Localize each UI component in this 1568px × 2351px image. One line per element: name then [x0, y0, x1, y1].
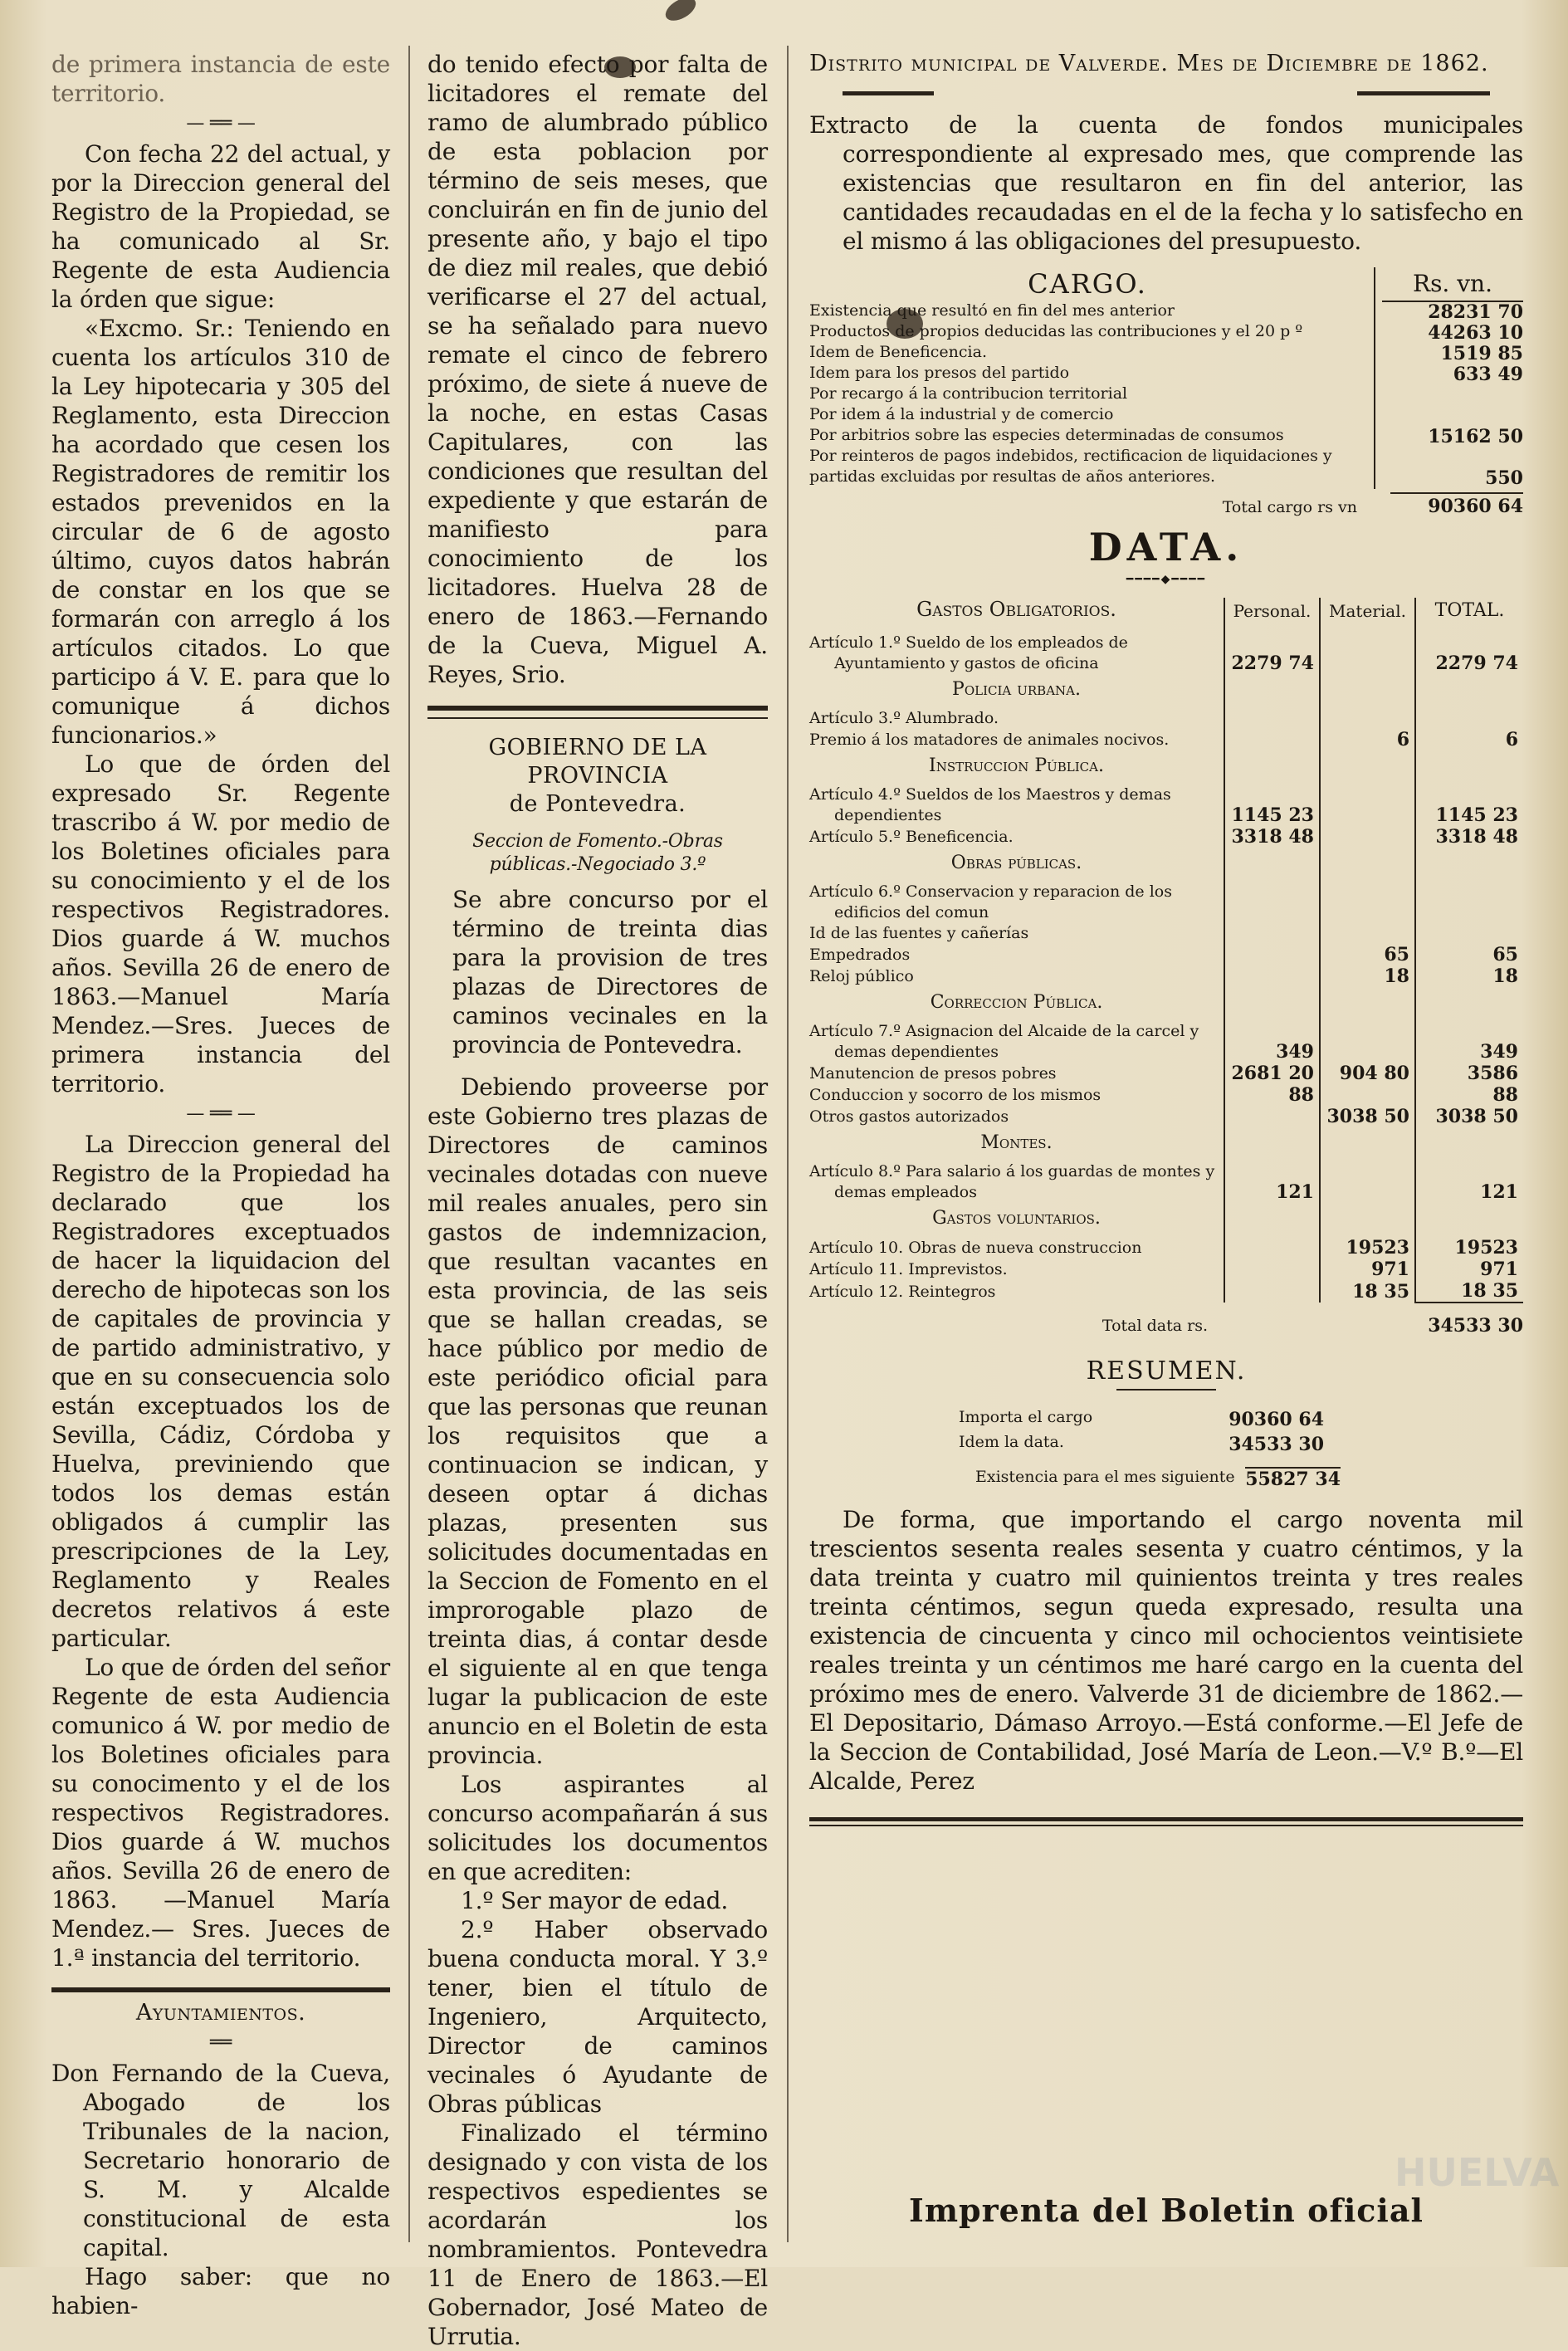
data-row-material — [1320, 1161, 1415, 1203]
data-row-label: Artículo 5.º Beneficencia. — [809, 828, 1014, 846]
data-row-personal: 349 — [1224, 1021, 1320, 1063]
paragraph: Lo que de órden del señor Regente de esta Audiencia comunico á W. por medio de los Boletines oficiales para su conocimento y el de los respectivos Registradores. Dios guarde á W. muchos años. Sevilla 26 de enero de 1863. —Manuel María Mendez.— Sres. Jueces de 1.ª instancia del territorio. — [51, 1654, 390, 1972]
data-row — [809, 944, 1523, 965]
data-row-material — [1320, 1084, 1415, 1106]
data-row — [809, 1063, 1523, 1084]
data-row — [809, 1161, 1523, 1203]
data-header-row — [809, 598, 1523, 633]
data-row — [809, 965, 1523, 987]
paragraph: Se abre concurso por el término de treinta dias para la provision de tres plazas de Directores de caminos vecinales en la provincia de Pontevedra. — [452, 886, 768, 1058]
empty-cell — [1415, 674, 1523, 708]
data-row-label: Artículo 4.º Sueldos de los Maestros y demas dependientes — [809, 785, 1171, 824]
section-heading: Ayuntamientos. — [135, 2000, 306, 2026]
section-subheading: de Pontevedra. — [509, 791, 686, 817]
data-row-personal — [1224, 1237, 1320, 1259]
data-row-personal — [1224, 729, 1320, 750]
resumen-row — [959, 1432, 1324, 1457]
data-row-total: 3586 — [1415, 1063, 1523, 1084]
data-row-personal: 2279 74 — [1224, 633, 1320, 674]
data-row — [809, 1259, 1523, 1280]
data-row-total: 3038 50 — [1415, 1106, 1523, 1127]
data-row-label: Artículo 8.º Para salario á los guardas de montes y demas empleados — [809, 1162, 1215, 1201]
paragraph: de primera instancia de este territorio. — [51, 51, 390, 107]
separator: ══ — [209, 2032, 232, 2053]
cargo-row-amount: 1519 85 — [1440, 343, 1523, 364]
subsection: Seccion de Fomento.-Obras públicas.-Negociado 3.º — [472, 831, 723, 875]
empty-cell — [1224, 848, 1320, 882]
empty-cell — [1224, 674, 1320, 708]
data-row-label: Artículo 1.º Sueldo de los empleados de Ayuntamiento y gastos de oficina — [809, 633, 1128, 672]
paragraph: La Direccion general del Registro de la Propiedad ha declarado que los Registradores exceptuados de hacer la liquidacion del derecho de hipotecas son los de capitales de provincia y de partido administrativo, y que en su consecuencia solo están exceptuados los de Sevilla, Cádiz, Córdoba y Huelva, previniendo que todos los demas están obligados á cumplir las prescripciones de la Ley, Reglamento y Reales decretos relativos á este particular. — [51, 1131, 390, 1652]
data-section-row — [809, 1127, 1523, 1161]
data-row-personal: 3318 48 — [1224, 826, 1320, 848]
data-row-material: 971 — [1320, 1259, 1415, 1280]
existencia-row — [975, 1467, 1341, 1490]
data-row-personal — [1224, 882, 1320, 923]
data-section-label: Correccion Pública. — [930, 992, 1103, 1013]
cargo-row-label: Idem de Beneficencia. — [809, 343, 987, 361]
data-total-label: Total data rs. — [1102, 1317, 1208, 1335]
data-section-row — [809, 674, 1523, 708]
cargo-row-amount — [1382, 385, 1523, 406]
data-row-material — [1320, 882, 1415, 923]
data-row — [809, 1280, 1523, 1303]
data-row-label: Artículo 10. Obras de nueva construccion — [809, 1239, 1142, 1257]
extract-paragraph: Extracto de la cuenta de fondos municipales correspondiente al expresado mes, que comprende las existencias que resultaron en fin del anterior, las cantidades recaudadas en el de la fecha y lo satisfecho en el mismo á las obligaciones del presupuesto. — [809, 111, 1523, 255]
data-row-label: Manutencion de presos pobres — [809, 1064, 1057, 1083]
cargo-rows — [809, 301, 1365, 487]
data-row — [809, 826, 1523, 848]
cargo-total-label: Total cargo rs vn — [1222, 498, 1357, 516]
cargo-row-amount — [1382, 406, 1523, 427]
data-row-personal — [1224, 1280, 1320, 1303]
district-heading: Distrito municipal de Valverde. Mes de Diciembre de 1862. — [809, 51, 1489, 76]
paragraph: Don Fernando de la Cueva, Abogado de los Tribunales de la nacion, Secretario honorario de S. M. y Alcalde constitucional de esta capital. — [51, 2060, 390, 2261]
data-row-total: 971 — [1415, 1259, 1523, 1280]
data-body — [809, 633, 1523, 1303]
empty-cell — [1320, 987, 1415, 1021]
data-row-material — [1320, 1021, 1415, 1063]
existencia-amount: 55827 34 — [1245, 1469, 1341, 1490]
data-row-personal — [1224, 965, 1320, 987]
paragraph: Finalizado el término designado y con vista de los respectivos espedientes se acordarán los nombramientos. Pontevedra 11 de Enero de 1863.—El Gobernador, José Mateo de Urrutia. — [427, 2119, 768, 2350]
data-row-total: 19523 — [1415, 1237, 1523, 1259]
empty-cell — [1224, 987, 1320, 1021]
data-row-total: 18 — [1415, 965, 1523, 987]
column-divider — [787, 46, 789, 2242]
paragraph: Hago saber: que no habien- — [51, 2263, 390, 2319]
empty-cell — [1320, 750, 1415, 784]
col-header-personal: Personal. — [1224, 598, 1320, 633]
data-row-total: 18 35 — [1415, 1280, 1523, 1303]
paragraph: 1.º Ser mayor de edad. — [461, 1887, 729, 1914]
column-2 — [427, 50, 768, 2351]
data-row-personal — [1224, 923, 1320, 944]
ink-stain — [662, 0, 700, 26]
empty-cell — [1415, 1203, 1523, 1237]
data-row-material — [1320, 923, 1415, 944]
data-section-label: Instruccion Pública. — [929, 755, 1104, 776]
data-total: 34533 30 — [1415, 1303, 1523, 1337]
data-row — [809, 923, 1523, 944]
ornament: ━━━━◆━━━━ — [1126, 573, 1207, 586]
data-row-label: Reloj público — [809, 967, 914, 985]
cargo-labels — [809, 267, 1374, 489]
data-row-label: Id de las fuentes y cañerías — [809, 924, 1029, 942]
data-section-row — [809, 1203, 1523, 1237]
data-row-material: 65 — [1320, 944, 1415, 965]
col-header-total: TOTAL. — [1415, 598, 1523, 633]
resumen-amount: 90360 64 — [1229, 1409, 1324, 1430]
data-row-label: Otros gastos autorizados — [809, 1107, 1009, 1126]
data-row-personal: 88 — [1224, 1084, 1320, 1106]
data-total-row — [809, 1303, 1523, 1337]
printer-footer: Imprenta del Boletin oficial — [909, 2192, 1424, 2229]
data-section-label: Policia urbana. — [952, 679, 1081, 700]
data-row — [809, 1021, 1523, 1063]
data-row-material — [1320, 708, 1415, 729]
separator: — ══ — — [186, 1103, 256, 1124]
data-row-total — [1415, 708, 1523, 729]
rule — [1357, 91, 1490, 95]
cargo-row-label: Productos de propios deducidas las contribuciones y el 20 p º — [809, 322, 1303, 340]
cargo-row-amount: 15162 50 — [1428, 426, 1523, 447]
empty-cell — [1320, 848, 1415, 882]
cargo-row-amount — [1382, 447, 1523, 468]
data-row-material: 19523 — [1320, 1237, 1415, 1259]
rule — [1116, 1389, 1216, 1391]
cargo-block — [809, 267, 1523, 489]
empty-cell — [1224, 1127, 1320, 1161]
empty-cell — [1320, 1203, 1415, 1237]
data-row-material — [1320, 784, 1415, 826]
empty-cell — [1415, 848, 1523, 882]
cargo-row-label: Por arbitrios sobre las especies determinadas de consumos — [809, 426, 1284, 444]
cargo-total-row — [809, 492, 1523, 518]
empty-cell — [1224, 750, 1320, 784]
data-row-label: Empedrados — [809, 946, 911, 964]
cargo-row-amount: 633 49 — [1453, 364, 1523, 385]
col-header-material: Material. — [1320, 598, 1415, 633]
paragraph: Los aspirantes al concurso acompañarán á sus solicitudes los documentos en que acrediten: — [427, 1771, 768, 1885]
data-row-label: Artículo 6.º Conservacion y reparacion de los edificios del comun — [809, 882, 1172, 921]
data-row-personal: 121 — [1224, 1161, 1320, 1203]
existencia-label: Existencia para el mes siguiente — [975, 1468, 1235, 1486]
paragraph: Lo que de órden del expresado Sr. Regente trascribo á W. por medio de los Boletines oficiales para su conocimiento y el de los respectivos Registradores. Dios guarde á W. muchos años. Sevilla 26 de enero de 1863.—Manuel María Mendez.—Sres. Jueces de primera instancia del territorio. — [51, 750, 390, 1097]
data-row-label: Artículo 7.º Asignacion del Alcaide de la carcel y demas dependientes — [809, 1022, 1199, 1061]
data-row-label: Artículo 12. Reintegros — [809, 1283, 996, 1301]
cargo-title: CARGO. — [1028, 268, 1147, 300]
data-row — [809, 784, 1523, 826]
cargo-row-amount: 550 — [1485, 467, 1523, 489]
empty-cell — [1224, 1203, 1320, 1237]
resumen-title: RESUMEN. — [1086, 1356, 1247, 1386]
cargo-amounts-column — [1374, 267, 1523, 489]
cargo-row-amount: 44263 10 — [1428, 322, 1523, 344]
data-row-total: 88 — [1415, 1084, 1523, 1106]
empty-cell — [1415, 750, 1523, 784]
data-row-total: 2279 74 — [1415, 633, 1523, 674]
footer-rule-thin — [809, 1825, 1523, 1826]
data-row-personal — [1224, 1259, 1320, 1280]
data-row-personal — [1224, 708, 1320, 729]
data-section-label: Montes. — [980, 1132, 1053, 1153]
cargo-amounts — [1382, 302, 1523, 489]
data-row-material: 3038 50 — [1320, 1106, 1415, 1127]
cargo-row-label: Idem para los presos del partido — [809, 364, 1070, 382]
data-row-total — [1415, 923, 1523, 944]
empty-cell — [1415, 987, 1523, 1021]
data-row-material: 6 — [1320, 729, 1415, 750]
data-row-label: Artículo 3.º Alumbrado. — [809, 709, 999, 727]
resumen-row — [959, 1407, 1324, 1432]
data-row-total: 6 — [1415, 729, 1523, 750]
data-section-row — [809, 987, 1523, 1021]
resumen-label: Importa el cargo — [959, 1408, 1093, 1426]
data-row-material: 18 35 — [1320, 1280, 1415, 1303]
data-section-row — [809, 848, 1523, 882]
data-row — [809, 882, 1523, 923]
footer-rule — [809, 1817, 1523, 1821]
data-row — [809, 1106, 1523, 1127]
data-row-total: 3318 48 — [1415, 826, 1523, 848]
column-divider — [408, 46, 410, 2242]
section-rule — [51, 1987, 390, 1992]
data-row-personal — [1224, 944, 1320, 965]
resumen-rows — [959, 1407, 1324, 1457]
column-1 — [51, 50, 390, 2320]
empty-cell — [1415, 1127, 1523, 1161]
section-rule-thin — [427, 717, 768, 719]
data-table — [809, 598, 1523, 1337]
cargo-row-label: Por recargo á la contribucion territorial — [809, 384, 1128, 403]
resumen-amount: 34533 30 — [1229, 1434, 1324, 1455]
paragraph: «Excmo. Sr.: Teniendo en cuenta los artículos 310 de la Ley hipotecaria y 305 del Reglamento, esta Direccion ha acordado que cesen los Registradores de remitir los estados prevenidos en la circular de 6 de agosto último, cuyos datos habrán de constar en los que se formarán con arreglo á los artículos citados. Lo que participo á V. E. para que lo comunique á dichos funcionarios.» — [51, 315, 390, 749]
data-title: DATA. — [1088, 525, 1244, 569]
heading-rules — [843, 91, 1490, 95]
data-row-total: 121 — [1415, 1161, 1523, 1203]
data-section-label: Gastos voluntarios. — [932, 1208, 1101, 1229]
data-row — [809, 1084, 1523, 1106]
empty-cell — [1320, 1303, 1415, 1337]
cargo-row-label: Existencia que resultó en fin del mes anterior — [809, 301, 1175, 320]
data-row-label: Conduccion y socorro de los mismos — [809, 1086, 1102, 1104]
data-row-label: Artículo 11. Imprevistos. — [809, 1260, 1008, 1278]
cargo-unit: Rs. vn. — [1382, 267, 1523, 302]
resumen-label: Idem la data. — [959, 1433, 1064, 1451]
empty-cell — [1320, 674, 1415, 708]
data-row-total: 65 — [1415, 944, 1523, 965]
data-row-personal: 2681 20 — [1224, 1063, 1320, 1084]
empty-cell — [1320, 1127, 1415, 1161]
watermark: HUELVA — [1395, 2150, 1560, 2195]
data-row-total — [1415, 882, 1523, 923]
data-row — [809, 1237, 1523, 1259]
data-row-total: 349 — [1415, 1021, 1523, 1063]
data-row-material: 904 80 — [1320, 1063, 1415, 1084]
cargo-row-label: Por idem á la industrial y de comercio — [809, 405, 1114, 423]
data-row-material — [1320, 826, 1415, 848]
data-row-material: 18 — [1320, 965, 1415, 987]
section-heading: GOBIERNO DE LA PROVINCIA — [488, 735, 707, 789]
data-row-personal — [1224, 1106, 1320, 1127]
col-header-gastos: Gastos Obligatorios. — [916, 598, 1116, 621]
data-row-material — [1320, 633, 1415, 674]
paragraph: Debiendo proveerse por este Gobierno tres plazas de Directores de caminos vecinales dotadas con nueve mil reales anuales, pero sin gastos de indemnizacion, que resultan vacantes en esta provincia, de las seis que se hallan creadas, se hace público por medio de este periódico oficial para que las personas que reunan los requisitos que a continuacion se indican, y deseen optar á dichas plazas, presenten sus solicitudes documentadas en la Seccion de Fomento en el improrogable plazo de treinta dias, á contar desde el siguiente al en que tenga lugar la publicacion de este anuncio en el Boletin de esta provincia. — [427, 1073, 768, 1769]
cargo-row-amount: 28231 70 — [1428, 301, 1523, 323]
data-row — [809, 633, 1523, 674]
separator: — ══ — — [186, 113, 256, 134]
paragraph: do tenido efecto por falta de licitadores el remate del ramo de alumbrado público de esta poblacion por término de seis meses, que concluirán en fin de junio del presente año, y bajo el tipo de diez mil reales, que debió verificarse el 27 del actual, se ha señalado para nuevo remate el cinco de febrero próximo, de siete á nueve de la noche, en estas Casas Capitulares, con las condiciones que resultan del expediente y que estarán de manifiesto para conocimiento de los licitadores. Huelva 28 de enero de 1863.—Fernando de la Cueva, Miguel A. Reyes, Srio. — [427, 51, 768, 688]
cargo-total: 90360 64 — [1390, 492, 1523, 517]
data-row-label: Premio á los matadores de animales nocivos. — [809, 731, 1170, 749]
data-row — [809, 708, 1523, 729]
data-section-label: Obras públicas. — [950, 853, 1082, 873]
cargo-row-label: partidas excluidas por resultas de años anteriores. — [809, 467, 1216, 486]
cargo-row-label: Por reinteros de pagos indebidos, rectificacion de liquidaciones y — [809, 447, 1332, 465]
paragraph: 2.º Haber observado buena conducta moral. Y 3.º tener, bien el título de Ingeniero, Arquitecto, Director de caminos vecinales ó Ayudante de Obras públicas — [427, 1916, 768, 2118]
data-section-row — [809, 750, 1523, 784]
paragraph: Con fecha 22 del actual, y por la Direccion general del Registro de la Propiedad, se ha comunicado al Sr. Regente de esta Audiencia la órden que sigue: — [51, 140, 390, 313]
column-3 — [809, 50, 1523, 1826]
data-row-total: 1145 23 — [1415, 784, 1523, 826]
closing-paragraph: De forma, que importando el cargo noventa mil trescientos sesenta reales sesenta y cuatro céntimos, y la data treinta y cuatro mil quinientos treinta y tres reales treinta céntimos, segun queda expresado, resulta una existencia de cincuenta y cinco mil ochocientos veintisiete reales treinta y un céntimos me haré cargo en la cuenta del próximo mes de enero. Valverde 31 de diciembre de 1862.—El Depositario, Dámaso Arroyo.—Está conforme.—El Jefe de la Seccion de Contabilidad, José María de Leon.—V.º B.º—El Alcalde, Perez — [809, 1506, 1523, 1795]
data-row — [809, 729, 1523, 750]
section-rule — [427, 706, 768, 711]
rule — [843, 91, 934, 95]
data-row-personal: 1145 23 — [1224, 784, 1320, 826]
empty-cell — [1224, 1303, 1320, 1337]
